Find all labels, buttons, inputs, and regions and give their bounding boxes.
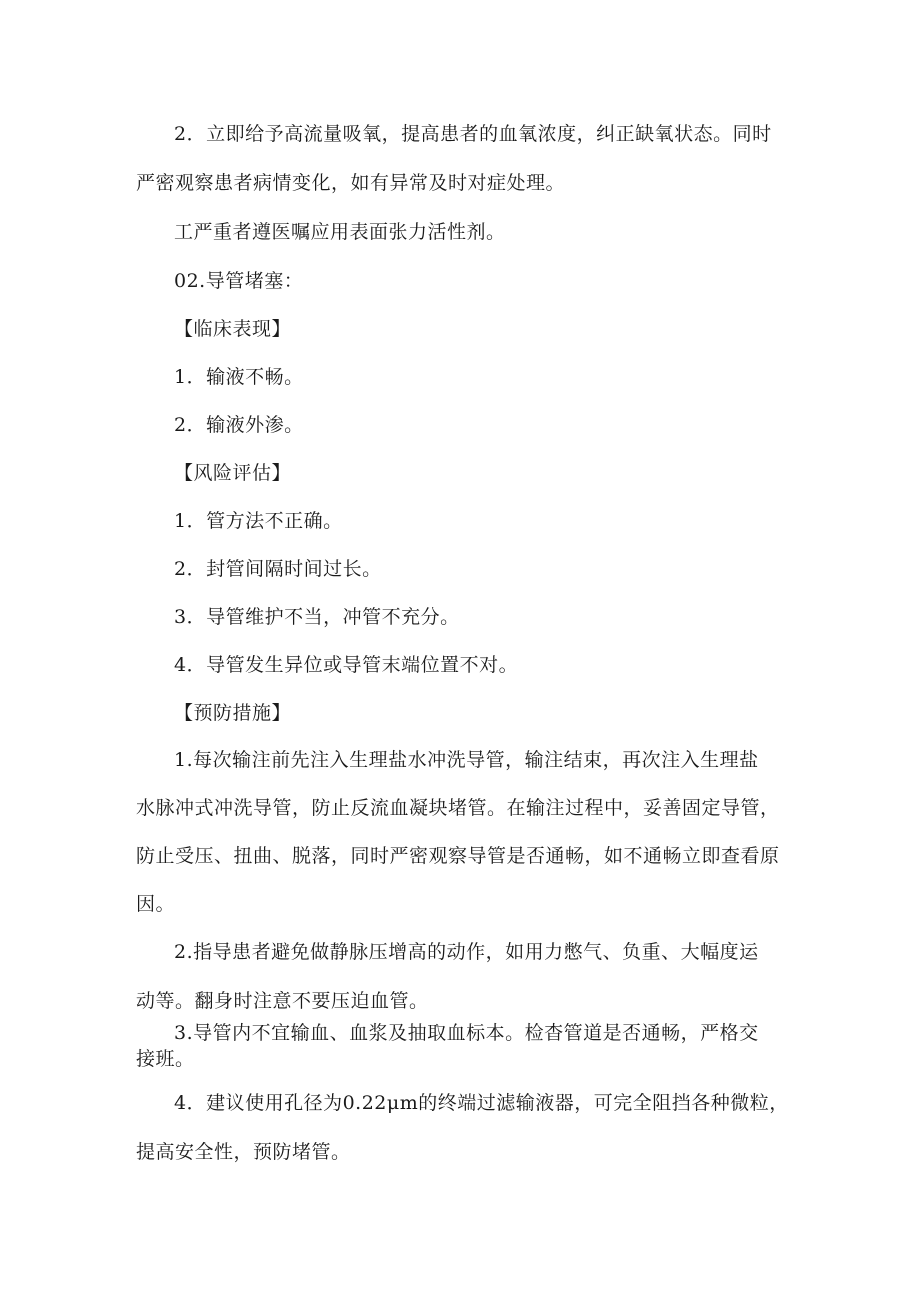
text-line: 2．立即给予高流量吸氧，提高患者的血氧浓度，纠正缺氧状态。同时 bbox=[174, 123, 772, 145]
text-line: 防止受压、扭曲、脱落，同时严密观察导管是否通畅，如不通畅立即查看原 bbox=[136, 845, 780, 867]
list-item: 2．封管间隔时间过长。 bbox=[174, 558, 382, 580]
text-line: 动等。翻身时注意不要压迫血管。 bbox=[136, 990, 429, 1012]
subsection-heading: 【预防措施】 bbox=[174, 702, 292, 724]
text-line: 水脉冲式冲洗导管，防止反流血凝块堵管。在输注过程中，妥善固定导管， bbox=[136, 797, 780, 819]
text-line: 提高安全性，预防堵管。 bbox=[136, 1141, 351, 1163]
text-line: 2.指导患者避免做静脉压增高的动作，如用力憋气、负重、大幅度运 bbox=[174, 941, 759, 963]
section-heading: 02.导管堵塞： bbox=[174, 270, 304, 292]
text-line: 接班。 bbox=[136, 1048, 195, 1070]
list-item: 2．输液外渗。 bbox=[174, 414, 304, 436]
subsection-heading: 【风险评估】 bbox=[174, 462, 292, 484]
list-item: 1．管方法不正确。 bbox=[174, 510, 343, 532]
text-line: 严密观察患者病情变化，如有异常及时对症处理。 bbox=[136, 172, 566, 194]
text-line: 1.每次输注前先注入生理盐水冲洗导管，输注结束，再次注入生理盐 bbox=[174, 749, 759, 771]
text-line: 工严重者遵医嘱应用表面张力活性剂。 bbox=[174, 221, 506, 243]
text-line: 因。 bbox=[136, 893, 176, 915]
text-line: 4．建议使用孔径为0.22μm的终端过滤输液器，可完全阻挡各种微粒， bbox=[174, 1092, 789, 1114]
list-item: 4．导管发生异位或导管末端位置不对。 bbox=[174, 654, 519, 676]
subsection-heading: 【临床表现】 bbox=[174, 318, 292, 340]
list-item: 1．输液不畅。 bbox=[174, 366, 304, 388]
list-item: 3．导管维护不当，冲管不充分。 bbox=[174, 606, 460, 628]
text-line: 3.导管内不宜输血、血浆及抽取血标本。检杳管道是否通畅，严格交 bbox=[174, 1022, 759, 1044]
